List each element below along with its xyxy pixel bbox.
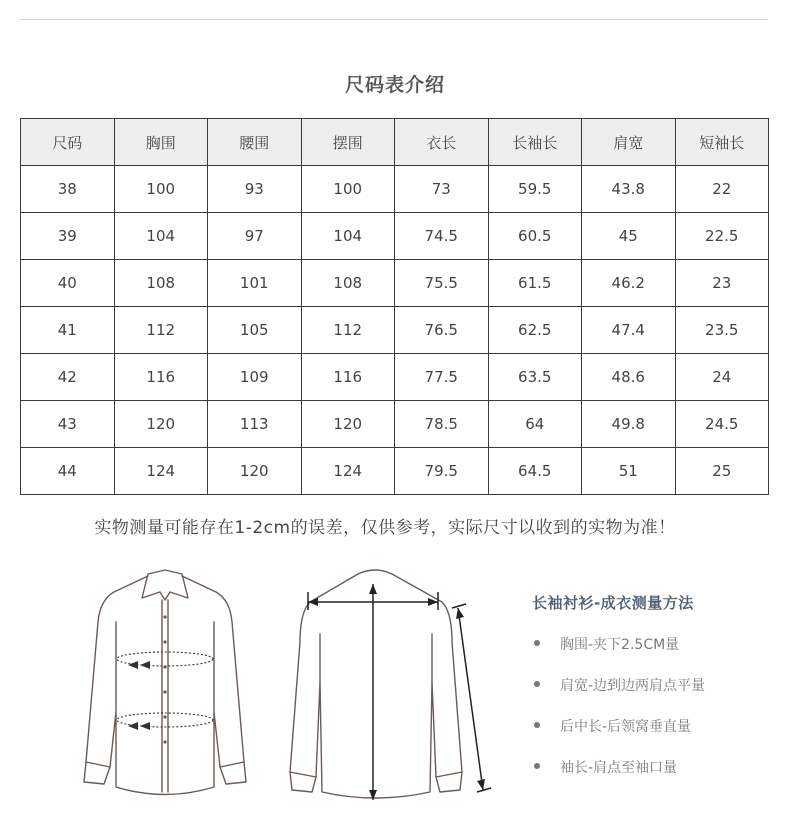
table-cell: 40 — [21, 260, 115, 307]
table-cell: 47.4 — [582, 307, 676, 354]
dot-icon — [534, 722, 540, 728]
dot-icon — [534, 640, 540, 646]
table-cell: 104 — [114, 213, 208, 260]
table-cell: 79.5 — [395, 448, 489, 495]
table-cell: 124 — [301, 448, 395, 495]
dot-icon — [534, 681, 540, 687]
table-cell: 25 — [675, 448, 769, 495]
list-item — [534, 675, 705, 716]
table-cell: 76.5 — [395, 307, 489, 354]
table-cell: 124 — [114, 448, 208, 495]
table-cell: 97 — [208, 213, 302, 260]
table-row — [21, 448, 769, 495]
table-cell: 120 — [208, 448, 302, 495]
method-item-label: 袖长-肩点至袖口量 — [560, 760, 678, 776]
table-cell: 112 — [114, 307, 208, 354]
table-cell: 24 — [675, 354, 769, 401]
method-item-label: 后中长-后领窝垂直量 — [560, 719, 692, 735]
table-cell: 108 — [301, 260, 395, 307]
table-cell: 112 — [301, 307, 395, 354]
table-header-row — [21, 119, 769, 166]
header-chest: 胸围 — [114, 119, 208, 166]
header-size: 尺码 — [21, 119, 115, 166]
table-cell: 49.8 — [582, 401, 676, 448]
table-cell: 23 — [675, 260, 769, 307]
table-cell: 45 — [582, 213, 676, 260]
header-short-sleeve: 短袖长 — [675, 119, 769, 166]
table-cell: 105 — [208, 307, 302, 354]
table-cell: 63.5 — [488, 354, 582, 401]
table-row — [21, 260, 769, 307]
method-title: 长袖衬衫-成衣测量方法 — [532, 594, 694, 612]
table-cell: 93 — [208, 166, 302, 213]
table-cell: 39 — [21, 213, 115, 260]
table-cell: 24.5 — [675, 401, 769, 448]
dot-icon — [534, 763, 540, 769]
table-cell: 22 — [675, 166, 769, 213]
table-row — [21, 307, 769, 354]
table-cell: 101 — [208, 260, 302, 307]
table-cell: 116 — [114, 354, 208, 401]
header-waist: 腰围 — [208, 119, 302, 166]
table-cell: 51 — [582, 448, 676, 495]
table-cell: 23.5 — [675, 307, 769, 354]
table-cell: 59.5 — [488, 166, 582, 213]
header-length: 衣长 — [395, 119, 489, 166]
size-table — [20, 118, 769, 495]
table-row — [21, 213, 769, 260]
page-title: 尺码表介绍 — [344, 74, 445, 96]
table-cell: 38 — [21, 166, 115, 213]
table-cell: 42 — [21, 354, 115, 401]
table-row — [21, 401, 769, 448]
table-cell: 48.6 — [582, 354, 676, 401]
table-cell: 73 — [395, 166, 489, 213]
header-hem: 摆围 — [301, 119, 395, 166]
method-item-label: 胸围-夹下2.5CM量 — [560, 637, 680, 653]
list-item — [534, 634, 705, 675]
table-cell: 120 — [301, 401, 395, 448]
method-list — [534, 634, 705, 798]
table-cell: 22.5 — [675, 213, 769, 260]
table-cell: 43.8 — [582, 166, 676, 213]
table-cell: 77.5 — [395, 354, 489, 401]
table-cell: 116 — [301, 354, 395, 401]
shirt-front-illustration — [70, 562, 265, 807]
table-cell: 109 — [208, 354, 302, 401]
list-item — [534, 716, 705, 757]
table-cell: 113 — [208, 401, 302, 448]
top-divider — [20, 19, 768, 20]
method-item-label: 肩宽-边到边两肩点平量 — [560, 678, 706, 694]
table-cell: 64.5 — [488, 448, 582, 495]
table-cell: 78.5 — [395, 401, 489, 448]
table-cell: 75.5 — [395, 260, 489, 307]
table-cell: 120 — [114, 401, 208, 448]
measurement-note: 实物测量可能存在1-2cm的误差，仅供参考，实际尺寸以收到的实物为准！ — [94, 518, 676, 538]
table-cell: 43 — [21, 401, 115, 448]
table-cell: 44 — [21, 448, 115, 495]
table-cell: 100 — [301, 166, 395, 213]
table-cell: 41 — [21, 307, 115, 354]
table-cell: 100 — [114, 166, 208, 213]
header-long-sleeve: 长袖长 — [488, 119, 582, 166]
table-cell: 60.5 — [488, 213, 582, 260]
table-cell: 61.5 — [488, 260, 582, 307]
table-cell: 64 — [488, 401, 582, 448]
shirt-back-illustration — [280, 562, 510, 807]
table-cell: 62.5 — [488, 307, 582, 354]
table-cell: 108 — [114, 260, 208, 307]
table-row — [21, 354, 769, 401]
list-item — [534, 757, 705, 798]
table-cell: 74.5 — [395, 213, 489, 260]
table-row — [21, 166, 769, 213]
header-shoulder: 肩宽 — [582, 119, 676, 166]
table-cell: 46.2 — [582, 260, 676, 307]
table-cell: 104 — [301, 213, 395, 260]
